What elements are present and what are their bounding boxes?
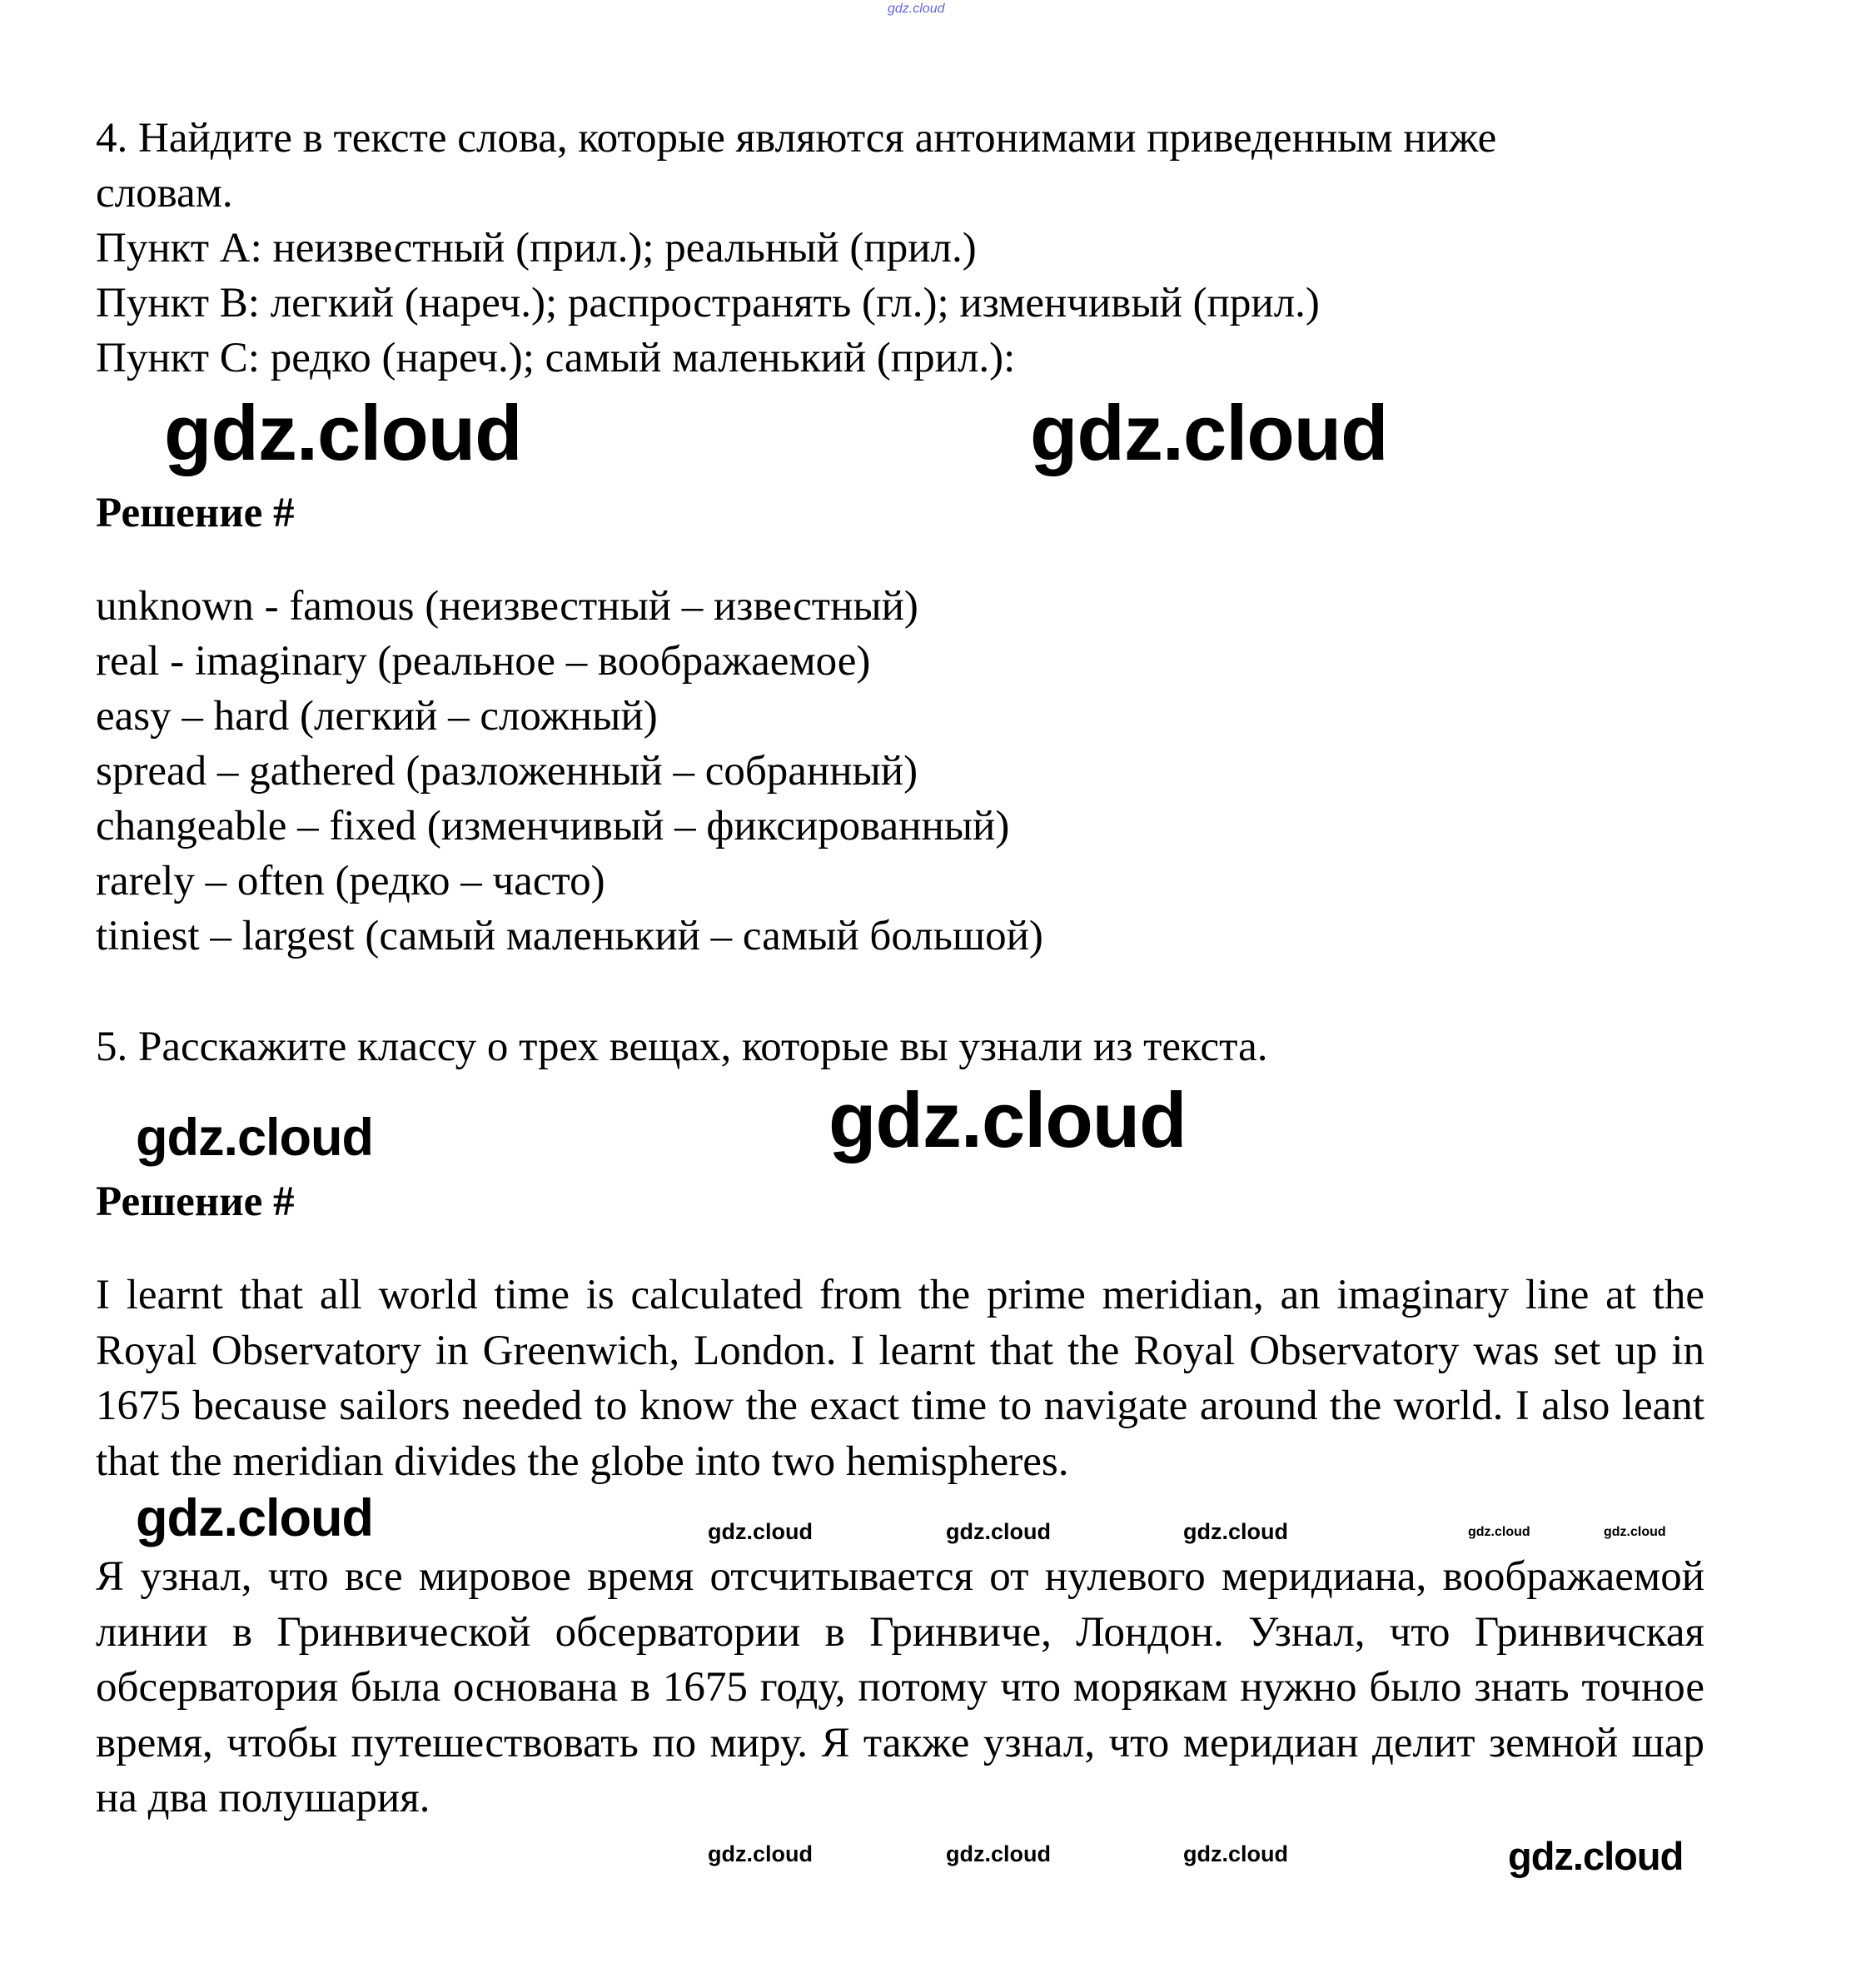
answer-line: unknown - famous (неизвестный – известный) <box>96 583 918 630</box>
watermark: gdz.cloud <box>946 1841 1051 1866</box>
watermark-row <box>96 1489 1704 1549</box>
answer-line: real - imaginary (реальное – воображаемое) <box>96 638 871 685</box>
answer-line: spread – gathered (разложенный – собранный) <box>96 748 918 795</box>
task4-question-line: словам. <box>96 170 233 217</box>
watermark: gdz.cloud <box>1468 1525 1530 1539</box>
watermark: gdz.cloud <box>1183 1841 1288 1866</box>
task4-question-line: 4. Найдите в тексте слова, которые являются антонимами приведенным ниже <box>96 115 1497 162</box>
watermark: gdz.cloud <box>1508 1833 1684 1878</box>
task4-item-a: Пункт A: неизвестный (прил.); реальный (прил.) <box>96 225 977 272</box>
watermark-row <box>96 1826 1704 1893</box>
task4-item-c: Пункт C: редко (нареч.); самый маленький (прил.): <box>96 335 1016 381</box>
watermark: gdz.cloud <box>1604 1525 1666 1539</box>
task5-question: 5. Расскажите классу о трех вещах, которые вы узнали из текста. <box>96 1024 1268 1070</box>
answer-line: easy – hard (легкий – сложный) <box>96 693 658 740</box>
watermark: gdz.cloud <box>828 1076 1187 1163</box>
watermark-row <box>96 1074 1704 1174</box>
answer-line: rarely – often (редко – часто) <box>96 858 605 904</box>
watermark: gdz.cloud <box>708 1841 813 1866</box>
watermark: gdz.cloud <box>946 1519 1051 1544</box>
watermark: gdz.cloud <box>1183 1519 1288 1544</box>
watermark-top: gdz.cloud <box>888 2 945 16</box>
task4-solution-heading: Решение # <box>96 490 295 536</box>
task5-solution-heading: Решение # <box>96 1178 295 1225</box>
watermark: gdz.cloud <box>708 1519 813 1544</box>
answer-line: tiniest – largest (самый маленький – самый большой) <box>96 913 1043 959</box>
watermark: gdz.cloud <box>136 1109 373 1167</box>
answer-english-paragraph: I learnt that all world time is calculated from the prime meridian, an imaginary line at the Royal Observatory in Greenwich, London. I learnt that the Royal Observatory was set up in 1675 because sailors needed to know the exact time to navigate around the world. I also leant that the meridian divides the globe into two hemispheres. <box>96 1272 1704 1485</box>
answer-russian-paragraph: Я узнал, что все мировое время отсчитывается от нулевого меридиана, воображаемой линии в Гринвической обсерватории в Гринвиче, Лондон. Узнал, что Гринвичская обсерватория была основана в 1675 году, потому что морякам нужно было знать точное время, чтобы путешествовать по миру. Я также узнал, что меридиан делит земной шар на два полушария. <box>96 1553 1704 1821</box>
task4-item-b: Пункт B: легкий (нареч.); распространять (гл.); изменчивый (прил.) <box>96 280 1320 326</box>
watermark: gdz.cloud <box>164 389 522 476</box>
watermark-row <box>96 386 1704 486</box>
watermark: gdz.cloud <box>1030 389 1388 476</box>
answer-line: changeable – fixed (изменчивый – фиксированный) <box>96 803 1010 850</box>
watermark: gdz.cloud <box>136 1489 373 1547</box>
